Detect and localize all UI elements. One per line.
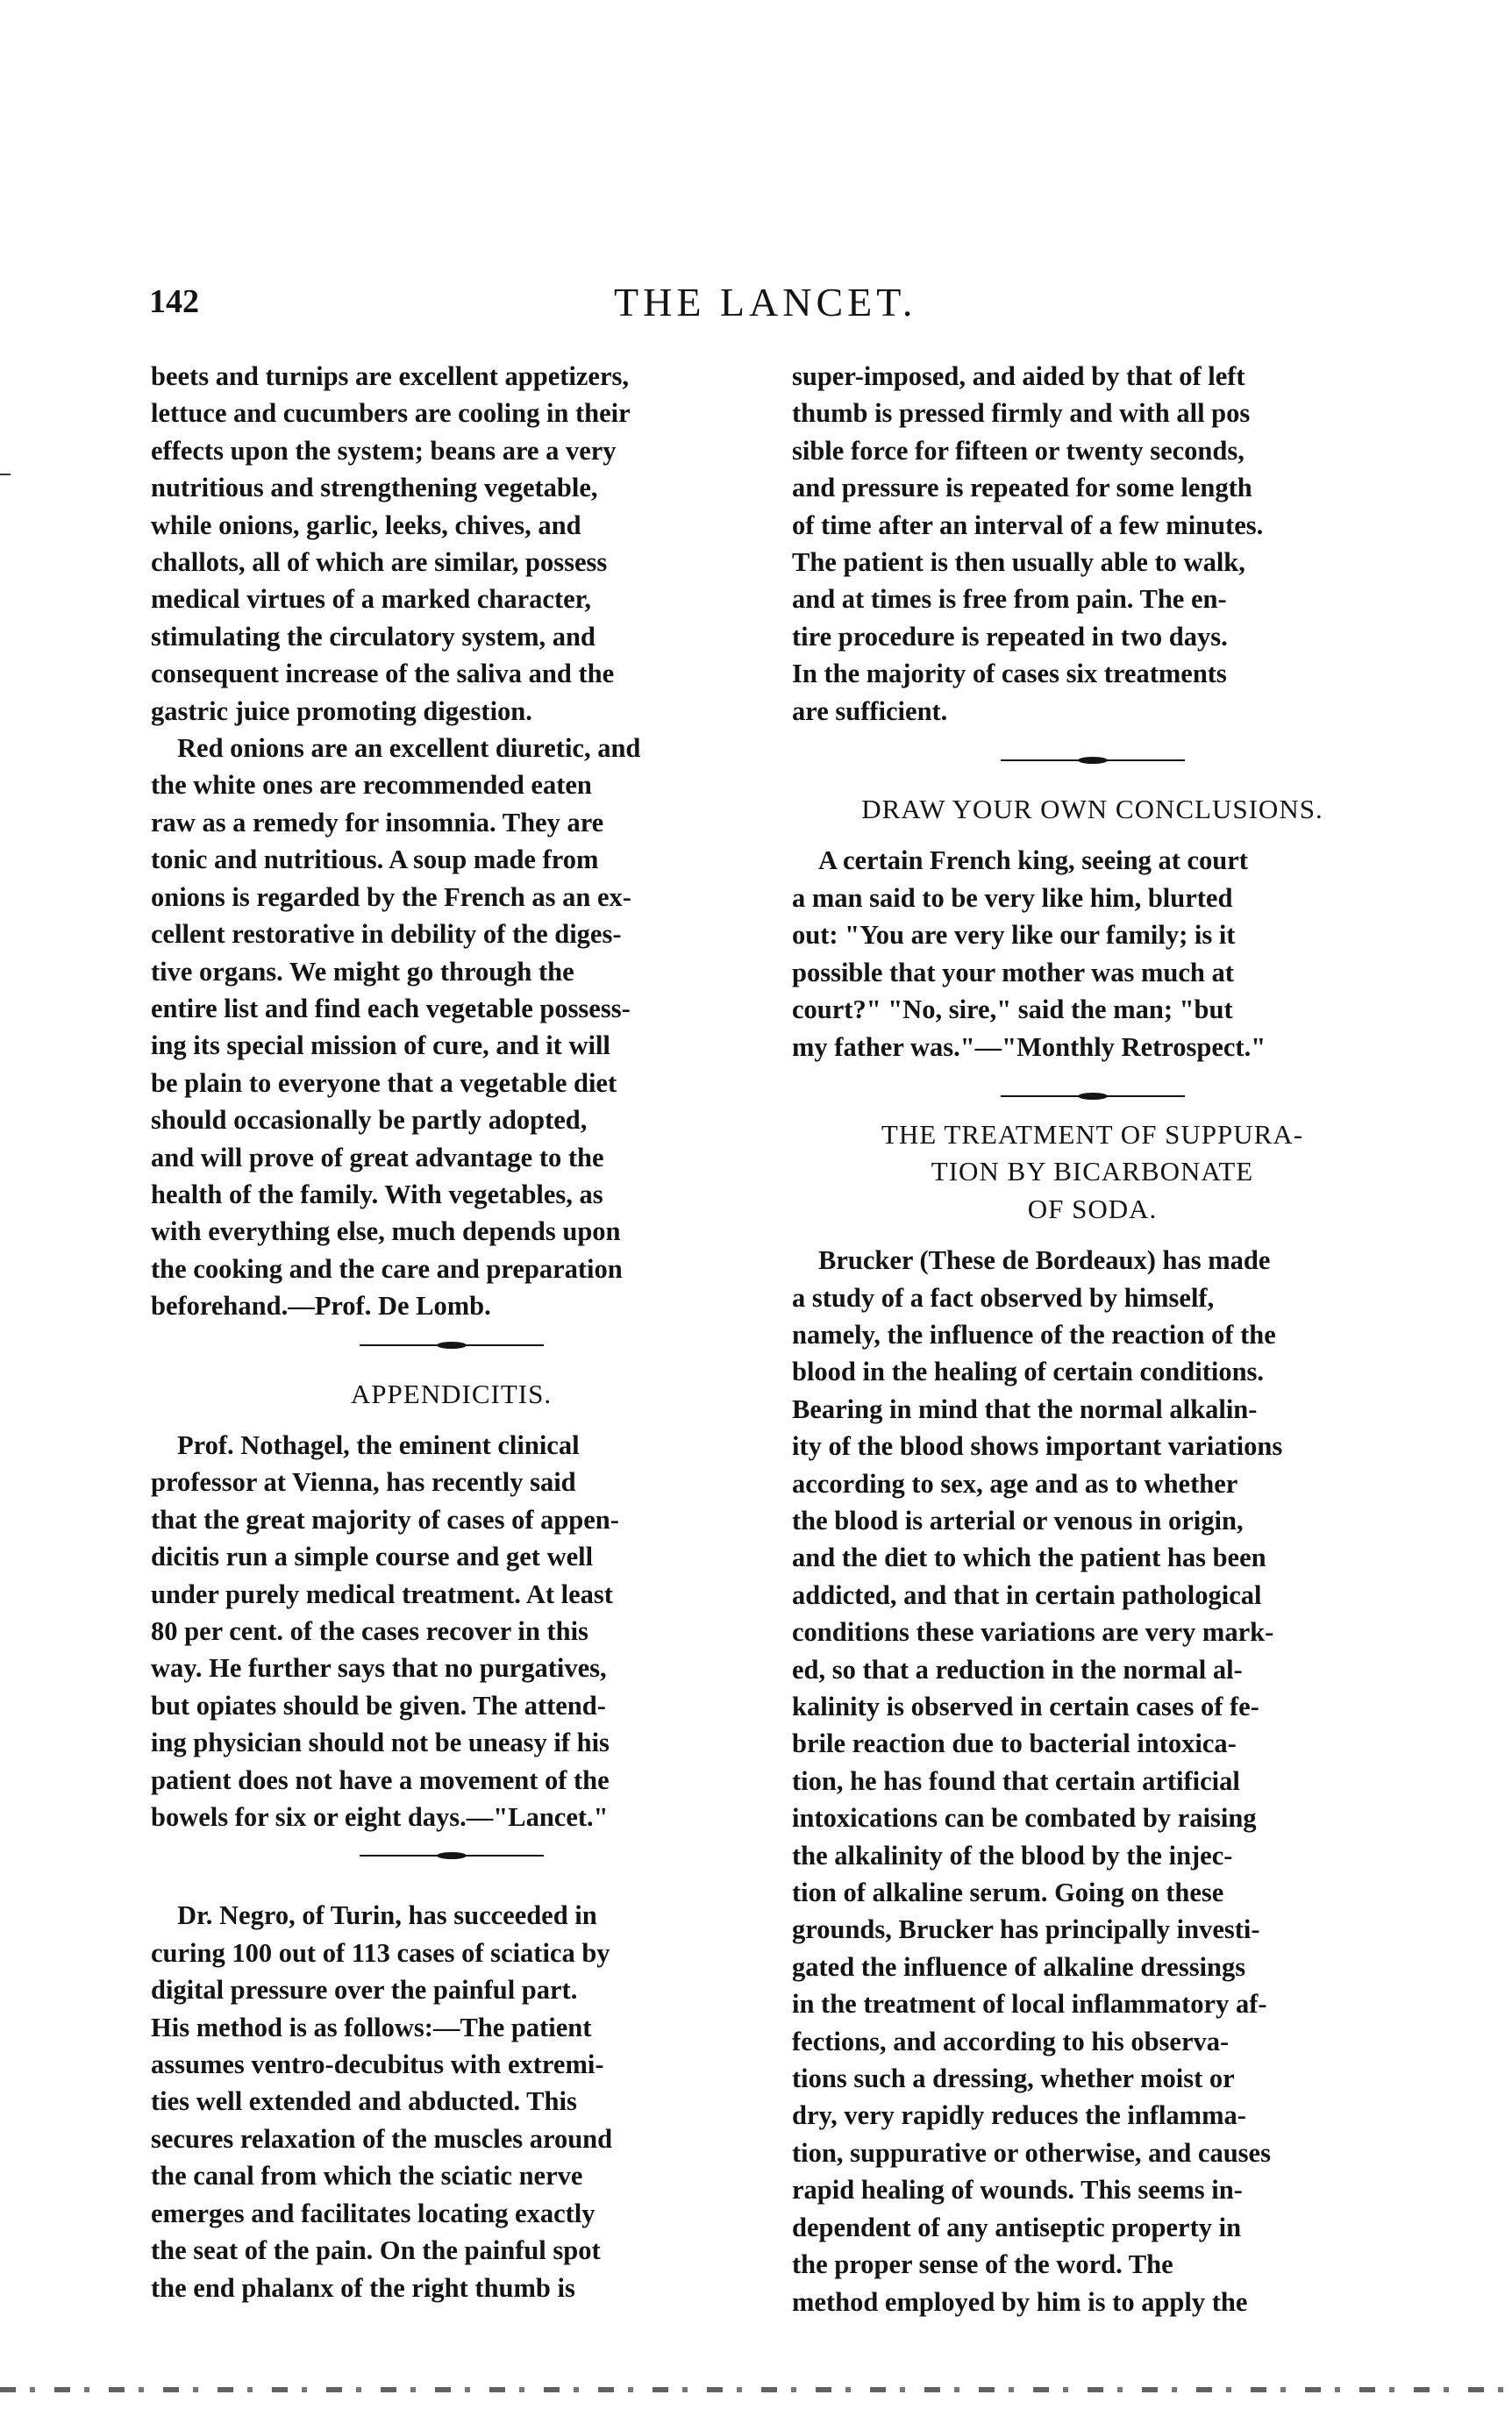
sciatica-continued-paragraph: super-imposed, and aided by that of left thumb is pressed firmly and with all pos sible force for fifteen or twenty seconds, and pressure is repeated for some length of time after an interval of a few minutes. The patient is then usually able to walk, and at times is free from pain. The en- tire procedure is repeated in two days. In the majority of cases six treatments are sufficient.: [792, 361, 1264, 726]
vegetables-paragraph-2: Red onions are an excellent diuretic, and the white ones are recommended eaten raw as a remedy for insomnia. They are tonic and nutritious. A soup made from onions is regarded by the French as an ex- cellent restorative in debility of the diges- tive organs. We might go through the entire list and find each vegetable possess- ing its special mission of cure, and it will be plain to everyone that a vegetable diet should occasionally be partly adopted, and will prove of great advantage to the health of the family. With vegetables, as with everything else, much depends upon the cooking and the care and preparation beforehand.—Prof. De Lomb.: [151, 733, 641, 1322]
journal-title: THE LANCET.: [614, 280, 917, 324]
section-divider: [1001, 754, 1185, 766]
treatment-heading: THE TREATMENT OF SUPPURA- TION BY BICARBONATE OF SODA.: [881, 1118, 1304, 1224]
treatment-paragraph: Brucker (These de Bordeaux) has made a study of a fact observed by himself, namely, the influence of the reaction of the blood in the healing of certain conditions. Bearing in mind that the normal alkalin- ity of the blood shows important variations according to sex, age and as to whether the blood is arterial or venous in origin, and the diet to which the patient has been addicted, and that in certain pathological conditions these variations are very mark- ed, so that a reduction in the normal al- kalinity is observed in certain cases of fe- brile reaction due to bacterial intoxica- tion, he has found that certain artificial intoxications can be combated by raising the alkalinity of the blood by the injec- tion of alkaline serum. Going on these grounds, Brucker has principally investi- gated the influence of alkaline dressings in the treatment of local inflammatory af- fections, and according to his observa- tions such a dressing, whether moist or dry, very rapidly reduces the inflamma- tion, suppurative or otherwise, and causes rapid healing of wounds. This seems in- dependent of any antiseptic property in the proper sense of the word. The method employed by him is to apply the: [792, 1245, 1283, 2317]
vegetables-paragraph-1: beets and turnips are excellent appetizers, lettuce and cucumbers are cooling in their effects upon the system; beans are a very nutritious and strengthening vegetable, while onions, garlic, leeks, chives, and challots, all of which are similar, possess medical virtues of a marked character, stimulating the circulatory system, and consequent increase of the saliva and the gastric juice promoting digestion.: [151, 361, 631, 726]
appendicitis-heading: APPENDICITIS.: [350, 1378, 553, 1409]
right-column: [792, 358, 1393, 2320]
conclusions-paragraph: A certain French king, seeing at court a man said to be very like him, blurted out: "You are very like our family; is it possible that your mother was much at court?" "No, sire," said the man; "but my father was."—"Monthly Retrospect.": [792, 845, 1266, 1062]
scan-edge-noise: [0, 2387, 1512, 2392]
section-divider: [360, 1339, 544, 1351]
sciatica-paragraph: Dr. Negro, of Turin, has succeeded in curing 100 out of 113 cases of sciatica by digital pressure over the painful part. His method is as follows:—The patient assumes ventro-decubitus with extremi- ties well extended and abducted. This secures relaxation of the muscles around the canal from which the sciatic nerve emerges and facilitates locating exactly the seat of the pain. On the painful spot the end phalanx of the right thumb is: [151, 1900, 613, 2303]
page-number: 142: [149, 283, 199, 320]
running-head: [149, 279, 1421, 331]
margin-mark: [0, 474, 11, 475]
conclusions-heading: DRAW YOUR OWN CONCLUSIONS.: [861, 794, 1323, 825]
left-column: [151, 358, 752, 2306]
section-divider: [360, 1850, 544, 1862]
section-divider: [1001, 1090, 1185, 1102]
appendicitis-paragraph: Prof. Nothagel, the eminent clinical professor at Vienna, has recently said that the great majority of cases of appen- dicitis run a simple course and get well under purely medical treatment. At least 80 per cent. of the cases recover in this way. He further says that no purgatives, but opiates should be given. The attend- ing physician should not be uneasy if his patient does not have a movement of the bowels for six or eight days.—"Lancet.": [151, 1429, 619, 1833]
